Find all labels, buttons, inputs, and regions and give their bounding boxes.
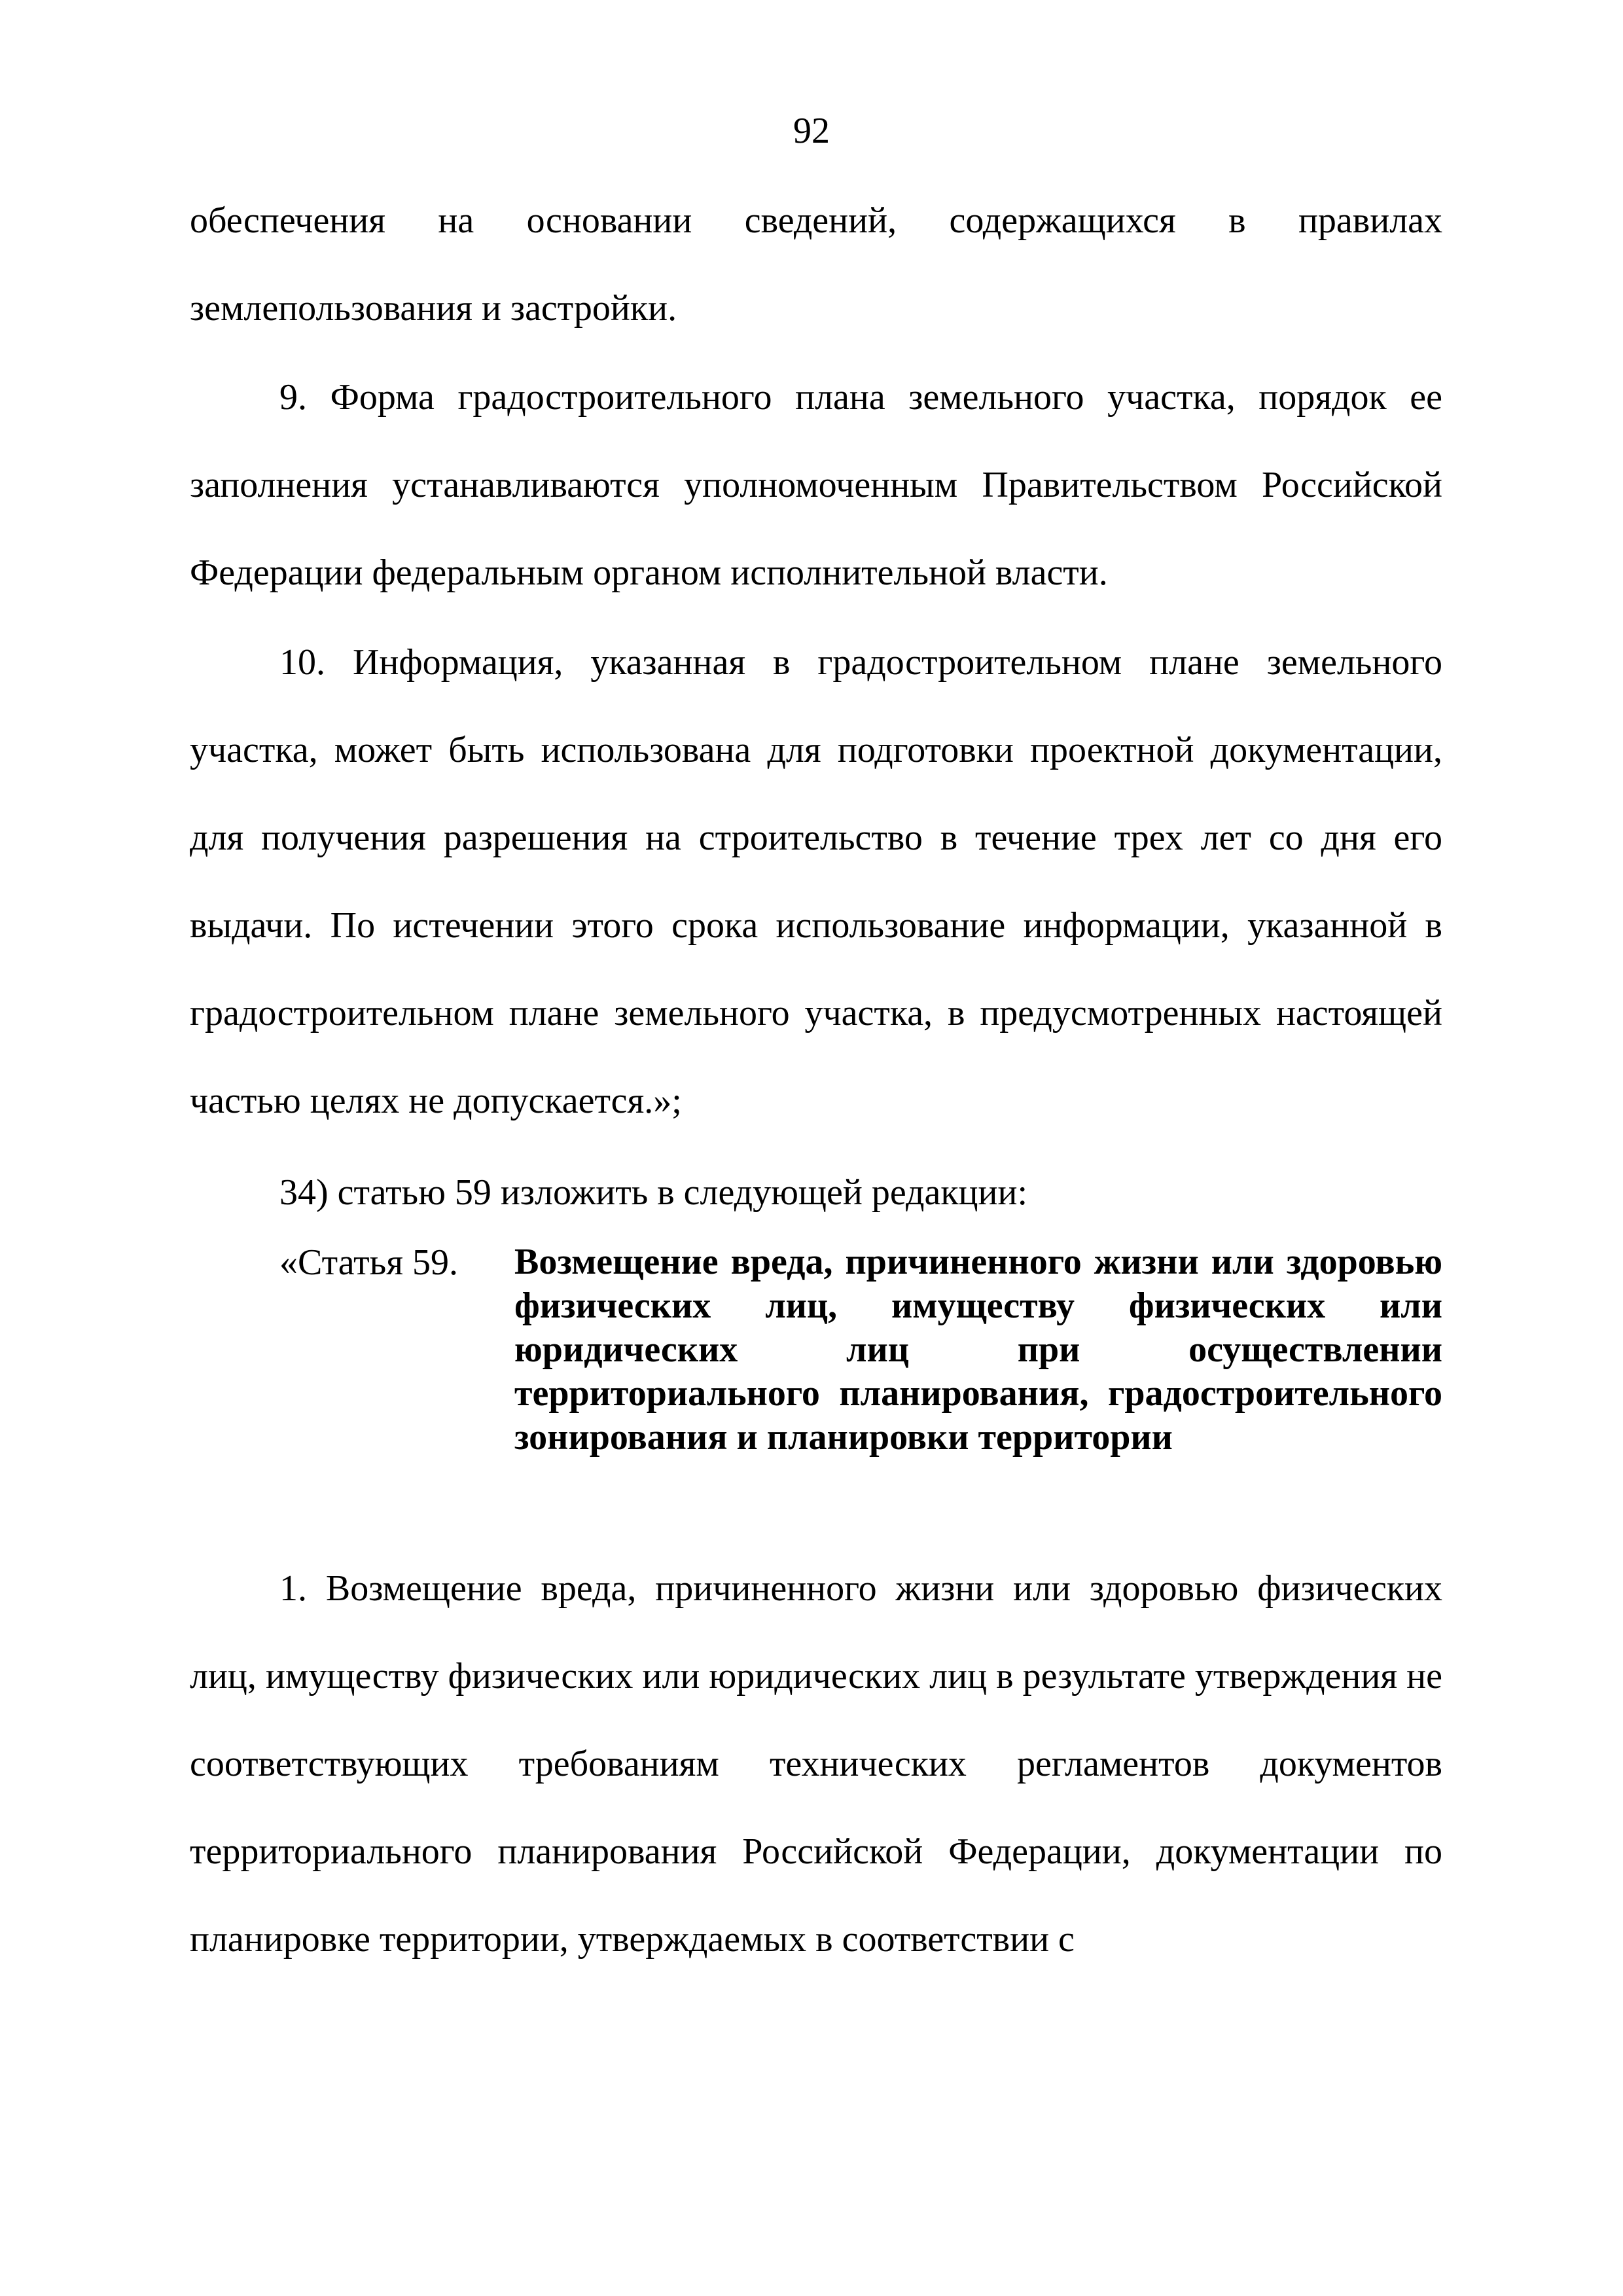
paragraph-item-34: 34) статью 59 изложить в следующей редакции: (279, 1172, 1027, 1213)
paragraph-item-10-block (190, 619, 1442, 1145)
paragraph-continuation: обеспечения на основании сведений, содержащихся в правилах землепользования и застройки. (190, 200, 1442, 329)
paragraph-item-9: 9. Форма градостроительного плана земельного участка, порядок ее заполнения устанавливаются уполномоченным Правительством Российской Федерации федеральным органом исполнительной власти. (190, 377, 1442, 593)
article-label: «Статья 59. (279, 1242, 458, 1283)
paragraph-item-9-block (190, 353, 1442, 617)
paragraph-continuation-block (190, 177, 1442, 352)
article-paragraph-1: 1. Возмещение вреда, причиненного жизни или здоровью физических лиц, имуществу физических или юридических лиц в результате утверждения не соответствующих требованиям технических регламентов документов территориального планирования Российской Федерации, документации по планировке территории, утверждаемых в соответствии с (190, 1568, 1442, 1960)
paragraph-item-34-block (190, 1149, 1442, 1236)
article-title: Возмещение вреда, причиненного жизни или здоровью физических лиц, имуществу физических или юридических лиц при осуществлении территориального планирования, градостроительного зонирования и планировки территории (514, 1242, 1442, 1458)
article-paragraph-1-block (190, 1545, 1442, 1983)
page-number: 92 (793, 111, 830, 151)
paragraph-item-10: 10. Информация, указанная в градостроительном плане земельного участка, может быть использована для подготовки проектной документации, для получения разрешения на строительство в течение трех лет со дня его выдачи. По истечении этого срока использование информации, указанной в градостроительном плане земельного участка, в предусмотренных настоящей частью целях не допускается.»; (190, 642, 1442, 1121)
